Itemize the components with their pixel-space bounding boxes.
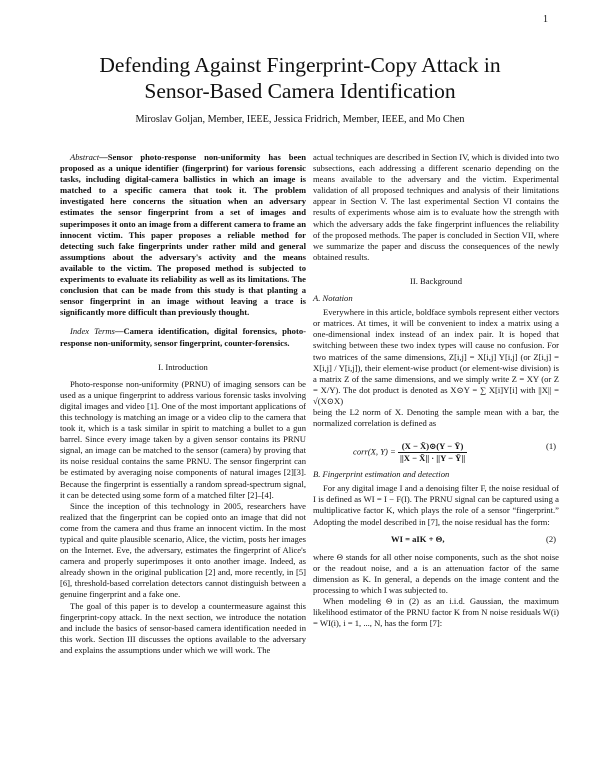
subsection-b-heading: B. Fingerprint estimation and detection (313, 469, 450, 480)
index-terms-label: Index Terms (70, 326, 115, 337)
abstract (60, 152, 306, 318)
paper-title (40, 52, 560, 104)
intro-continued: actual techniques are described in Section IV, which is divided into two subsections, each addressing a different scenario depending on the means available to the adversary and the victim. Experimental validation of all proposed techniques and analysis of their limitations appear in Section V. The last experimental Section VI contains the results of experiments whose aim is to evaluate how the strength with which the adversary adds the fake fingerprint influences the reliability of the proposed methods. The paper is concluded in Section VII, where we summarize the paper and discuss the consequences of the newly obtained results. (313, 152, 559, 262)
equation-1-denominator: ||X − X̄|| · ||Y − Ȳ|| (399, 453, 466, 464)
equation-1-number: (1) (545, 441, 556, 452)
equation-1-numerator: (X − X̄)⊙(Y − Ȳ) (398, 441, 467, 453)
equation-1-lhs: corr(X, Y) = (353, 446, 398, 457)
fingerprint-paragraph-3: When modeling Θ in (2) as an i.i.d. Gaussian, the maximum likelihood estimator of the PRNU factor K from N noise residuals W(i) = WI(i), i = 1, ..., N, has the form [7]: (313, 596, 559, 629)
fingerprint-paragraph-1: For any digital image I and a denoising filter F, the noise residual of I is defined as WI = I − F(I). The PRNU signal can be captured using a multiplicative factor K, which plays the role of a sensor “fingerprint.” Adopting the model described in [7], the noise residual has the form: (313, 483, 559, 527)
equation-1-body (353, 441, 467, 464)
title-line-2: Sensor-Based Camera Identification (144, 79, 456, 103)
right-column (313, 152, 559, 629)
equation-2 (313, 532, 559, 548)
title-line-1: Defending Against Fingerprint-Copy Attack in (99, 53, 501, 77)
notation-paragraph-2: being the L2 norm of X. Denoting the sample mean with a bar, the normalized correlation is defined as (313, 406, 559, 429)
section-1-heading: I. Introduction (158, 361, 208, 372)
equation-1-fraction (398, 441, 467, 464)
section-2-heading: II. Background (409, 275, 463, 286)
index-terms-text: —Camera identification, digital forensics, photo-response non-uniformity, sensor fingerprint, counter-forensics. (60, 326, 306, 348)
equation-2-number: (2) (545, 533, 556, 544)
abstract-text: —Sensor photo-response non-uniformity has been proposed as a unique identifier (fingerprint) for various forensic tasks, including digital-camera ballistics in which an image is matched to a specific camera that took it. The problem investigated here concerns the situation when an adversary estimates the sensor fingerprint from a set of images and superimposes it onto an image from a different camera to frame an innocent victim. This paper proposes a reliable method for detecting such fake fingerprints under rather mild and general assumptions about the adversary's activity and the means available to the victim. The proposed method is subjected to experiments to evaluate its reliability as well as its limitations. The conclusion that can be made from this study is that planting a sensor fingerprint in an image without leaving a trace is significantly more difficult than previously thought. (60, 152, 306, 318)
page-number: 1 (543, 14, 548, 25)
left-column (60, 152, 306, 656)
equation-2-body: WI = aIK + Θ, (391, 533, 445, 544)
abstract-label: Abstract (70, 152, 100, 162)
equation-1 (313, 433, 559, 463)
fingerprint-paragraph-2: where Θ stands for all other noise components, such as the shot noise or the readout noise, and a is an attenuation factor of the same dimension as K. In general, a depends on the image content and the processing to which I was subjected to. (313, 551, 559, 595)
intro-paragraph-3: The goal of this paper is to develop a countermeasure against this fingerprint-copy attack. In the next section, we introduce the notation and include the basics of sensor-based camera identification needed in this work. Section III discusses the options available to the adversary and explains the assumptions under which we will work. The (60, 600, 306, 655)
notation-paragraph-1: Everywhere in this article, boldface symbols represent either vectors or matrices. At times, it will be convenient to index a matrix using a one-dimensional index instead of an index pair. It is hoped that switching between these two index types will cause no confusion. For two matrices of the same dimensions, Z[i,j] = X[i,j] Y[i,j] (or Z[i,j] = X[i,j] / Y[i,j]), their element-wise product (or element-wise division) is a matrix Z of the same dimensions, and we simply write Z = XY (or Z = X/Y). The dot product is denoted as X⊙Y = ∑ X[i]Y[i] with ||X|| = √(X⊙X) (313, 307, 559, 406)
subsection-a-heading: A. Notation (313, 293, 353, 304)
index-terms (60, 326, 306, 348)
intro-paragraph-1: Photo-response non-uniformity (PRNU) of imaging sensors can be used as a unique fingerprint to address various forensic tasks involving digital images and video [1]. One of the most important applications of this technology is matching an image or a video clip to the camera that took it, which is a task similar in spirit to matching a bullet to a gun barrel. Since every image taken by a given sensor contains its PRNU signal, an image can be matched to the sensor (camera) by proving that its noise residual contains the same PRNU. The sensor fingerprint can be estimated by averaging noise components of natural images [2][3]. Because the fingerprint is essentially a random spread-spectrum signal, it can be detected using some form of a matched filter [2]–[4]. (60, 378, 306, 500)
intro-paragraph-2: Since the inception of this technology in 2005, researchers have realized that the fingerprint can be copied onto an image that did not come from the camera and thus frame an innocent victim. In the most typical and quite plausible scenario, Alice, the victim, posts her images on the Internet. Eve, the adversary, estimates the fingerprint of Alice's camera and properly superimposes it onto another image. Indeed, as already shown in the original publication [2] and, more recently, in [5][6], threshold-based correlation detectors cannot distinguish between a genuine fingerprint and a fake one. (60, 500, 306, 600)
author-list: Miroslav Goljan, Member, IEEE, Jessica Fridrich, Member, IEEE, and Mo Chen (135, 114, 465, 125)
